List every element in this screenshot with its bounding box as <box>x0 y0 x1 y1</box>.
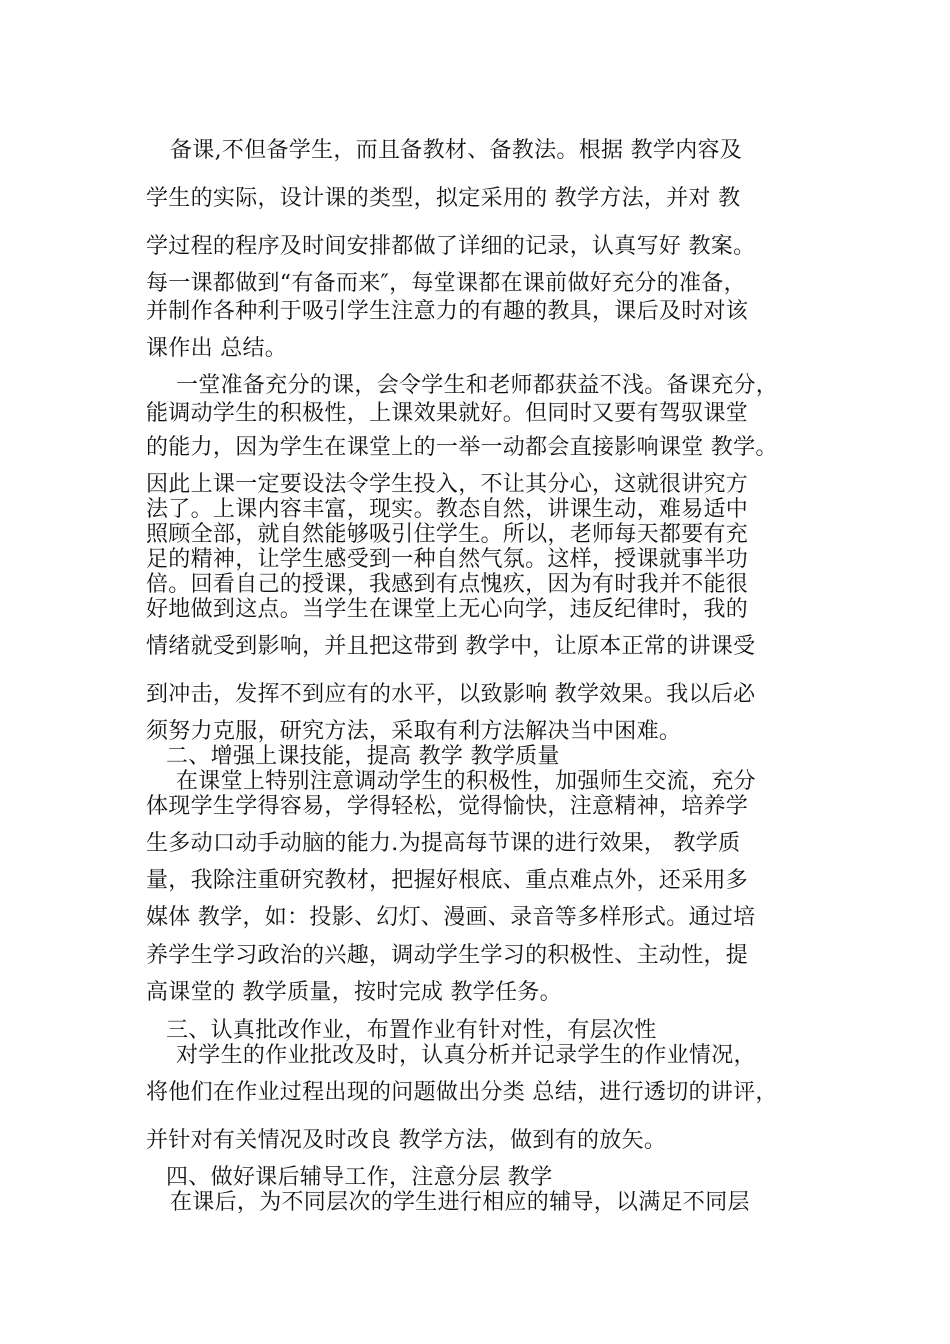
text-line: 课作出 总结。 <box>146 336 288 361</box>
text-line: 一堂准备充分的课，会令学生和老师都获益不浅。备课充分， <box>176 373 779 398</box>
text-line: 养学生学习政治的兴趣，调动学生学习的积极性、主动性，提 <box>146 943 749 968</box>
text-line: 法了。上课内容丰富，现实。教态自然，讲课生动，难易适中 <box>146 497 749 522</box>
text-line: 体现学生学得容易，学得轻松，觉得愉快，注意精神，培养学 <box>146 794 749 819</box>
text-line: 好地做到这点。当学生在课堂上无心向学，违反纪律时，我的 <box>146 597 749 622</box>
text-line: 高课堂的 教学质量，按时完成 教学任务。 <box>146 980 562 1005</box>
text-line: 并制作各种利于吸引学生注意力的有趣的教具，课后及时对该 <box>146 299 749 324</box>
text-line: 在课后，为不同层次的学生进行相应的辅导，以满足不同层 <box>170 1190 750 1215</box>
text-line: 学生的实际，设计课的类型，拟定采用的 教学方法，并对 教 <box>146 186 741 211</box>
text-line: 对学生的作业批改及时，认真分析并记录学生的作业情况， <box>176 1043 756 1068</box>
text-line: 倍。回看自己的授课，我感到有点愧疚，因为有时我并不能很 <box>146 572 749 597</box>
text-line: 情绪就受到影响，并且把这带到 教学中，让原本正常的讲课受 <box>146 634 756 659</box>
text-line: 将他们在作业过程出现的问题做出分类 总结，进行透切的讲评， <box>146 1080 778 1105</box>
text-line: 备课,不但备学生，而且备教材、备教法。根据 教学内容及 <box>170 138 743 163</box>
text-line: 在课堂上特别注意调动学生的积极性，加强师生交流，充分 <box>176 769 756 794</box>
text-line: 并针对有关情况及时改良 教学方法，做到有的放矢。 <box>146 1128 667 1153</box>
text-line: 生多动口动手动脑的能力.为提高每节课的进行效果， 教学质 <box>146 831 741 856</box>
text-line: 足的精神，让学生感受到一种自然气氛。这样，授课就事半功 <box>146 547 749 572</box>
text-line: 因此上课一定要设法令学生投入，不让其分心，这就很讲究方 <box>146 472 749 497</box>
text-line: 须努力克服，研究方法，采取有利方法解决当中困难。 <box>146 719 682 744</box>
section-heading: 二、增强上课技能，提高 教学 教学质量 <box>166 744 560 769</box>
text-line: 到冲击，发挥不到应有的水平，以致影响 教学效果。我以后必 <box>146 682 756 707</box>
text-line: 媒体 教学，如：投影、幻灯、漫画、录音等多样形式。通过培 <box>146 905 756 930</box>
text-line: 的能力，因为学生在课堂上的一举一动都会直接影响课堂 教学。 <box>146 435 778 460</box>
section-heading: 三、认真批改作业，布置作业有针对性，有层次性 <box>166 1018 657 1043</box>
text-line: 照顾全部，就自然能够吸引住学生。所以，老师每天都要有充 <box>146 522 749 547</box>
text-line: 学过程的程序及时间安排都做了详细的记录，认真写好 教案。 <box>146 234 756 259</box>
text-line: 量，我除注重研究教材，把握好根底、重点难点外，还采用多 <box>146 868 749 893</box>
text-line: 能调动学生的积极性，上课效果就好。但同时又要有驾驭课堂 <box>146 401 749 426</box>
section-heading: 四、做好课后辅导工作，注意分层 教学 <box>166 1165 553 1190</box>
text-line: 每一课都做到“有备而来″，每堂课都在课前做好充分的准备， <box>146 271 746 296</box>
